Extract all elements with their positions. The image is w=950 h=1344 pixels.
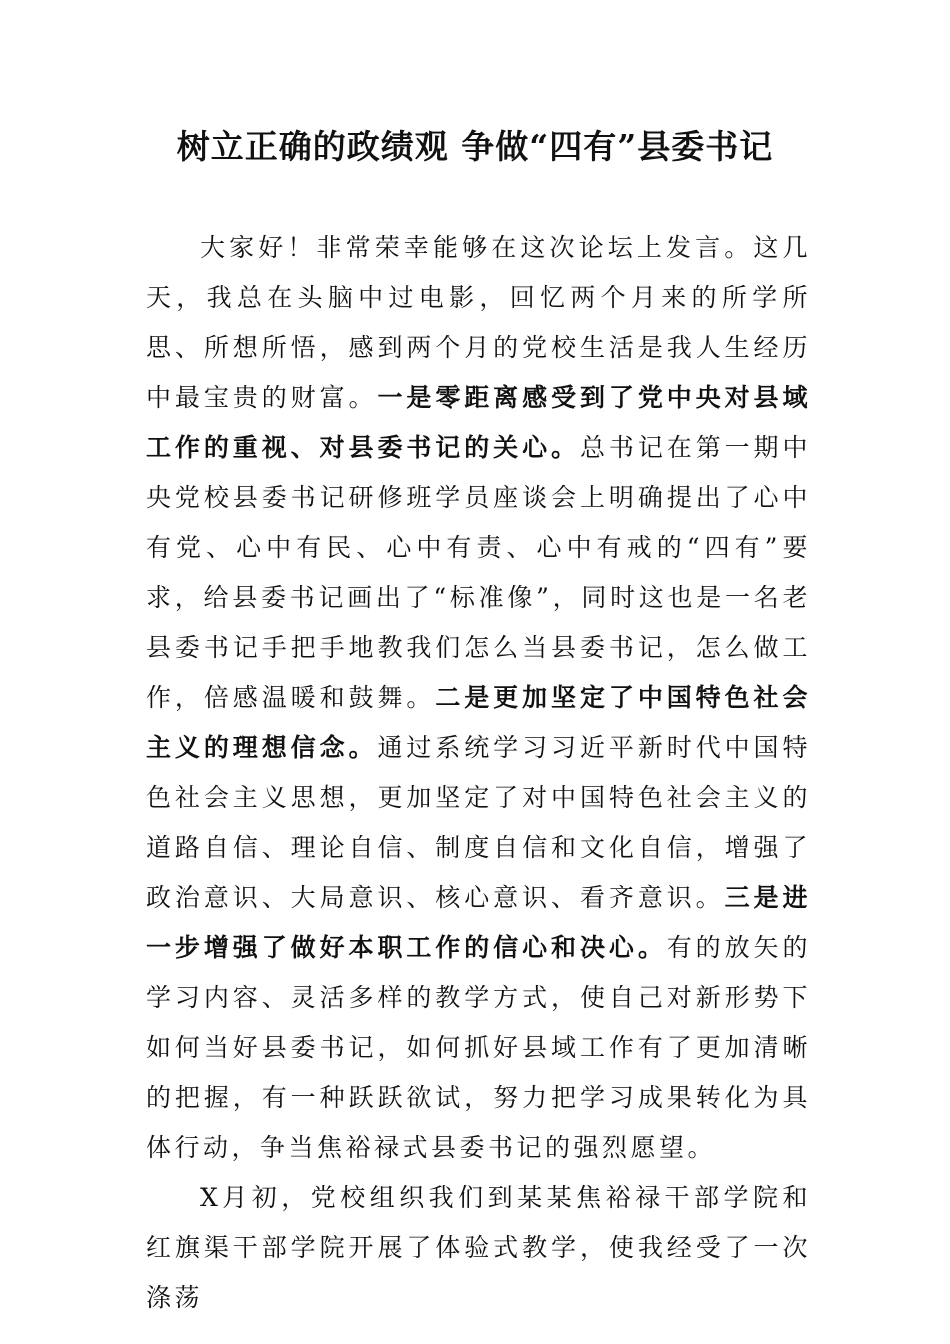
paragraph-1-text: 通过系统学习习近平新时代中国特色社会主义思想，更加坚定了对中国特色社会主义的道路自信、理论自信、制度自信和文化自信，增强了政治意识、大局意识、核心意识、看齐意识。 xyxy=(146,733,811,912)
paragraph-1 xyxy=(146,223,811,1173)
paragraph-1-text: 有的放矢的学习内容、灵活多样的教学方式，使自己对新形势下如何当好县委书记，如何抓好县域工作有了更加清晰的把握，有一种跃跃欲试，努力把学习成果转化为具体行动，争当焦裕禄式县委书记的强烈愿望。 xyxy=(146,933,811,1162)
paragraph-2 xyxy=(146,1173,811,1323)
key-point-3: 三是进一步增强了做好本职工作的信心和决心。 xyxy=(146,883,811,962)
key-point-2: 二是更加坚定了中国特色社会主义的理想信念。 xyxy=(146,683,811,762)
document-title: 树立正确的政绩观 争做“四有”县委书记 xyxy=(176,127,774,166)
paragraph-1-text: 大家好！非常荣幸能够在这次论坛上发言。这几天，我总在头脑中过电影，回忆两个月来的所学所思、所想所悟，感到两个月的党校生活是我人生经历中最宝贵的财富。 xyxy=(146,233,811,412)
key-point-1: 一是零距离感受到了党中央对县域工作的重视、对县委书记的关心。 xyxy=(146,383,811,462)
paragraph-1-text: 总书记在第一期中央党校县委书记研修班学员座谈会上明确提出了心中有党、心中有民、心中有责、心中有戒的“四有”要求，给县委书记画出了“标准像”，同时这也是一名老县委书记手把手地教我们怎么当县委书记，怎么做工作，倍感温暖和鼓舞。 xyxy=(146,433,811,712)
document-body xyxy=(146,223,811,1323)
paragraph-2-text: X月初，党校组织我们到某某焦裕禄干部学院和红旗渠干部学院开展了体验式教学，使我经受了一次涤荡 xyxy=(146,1183,811,1312)
